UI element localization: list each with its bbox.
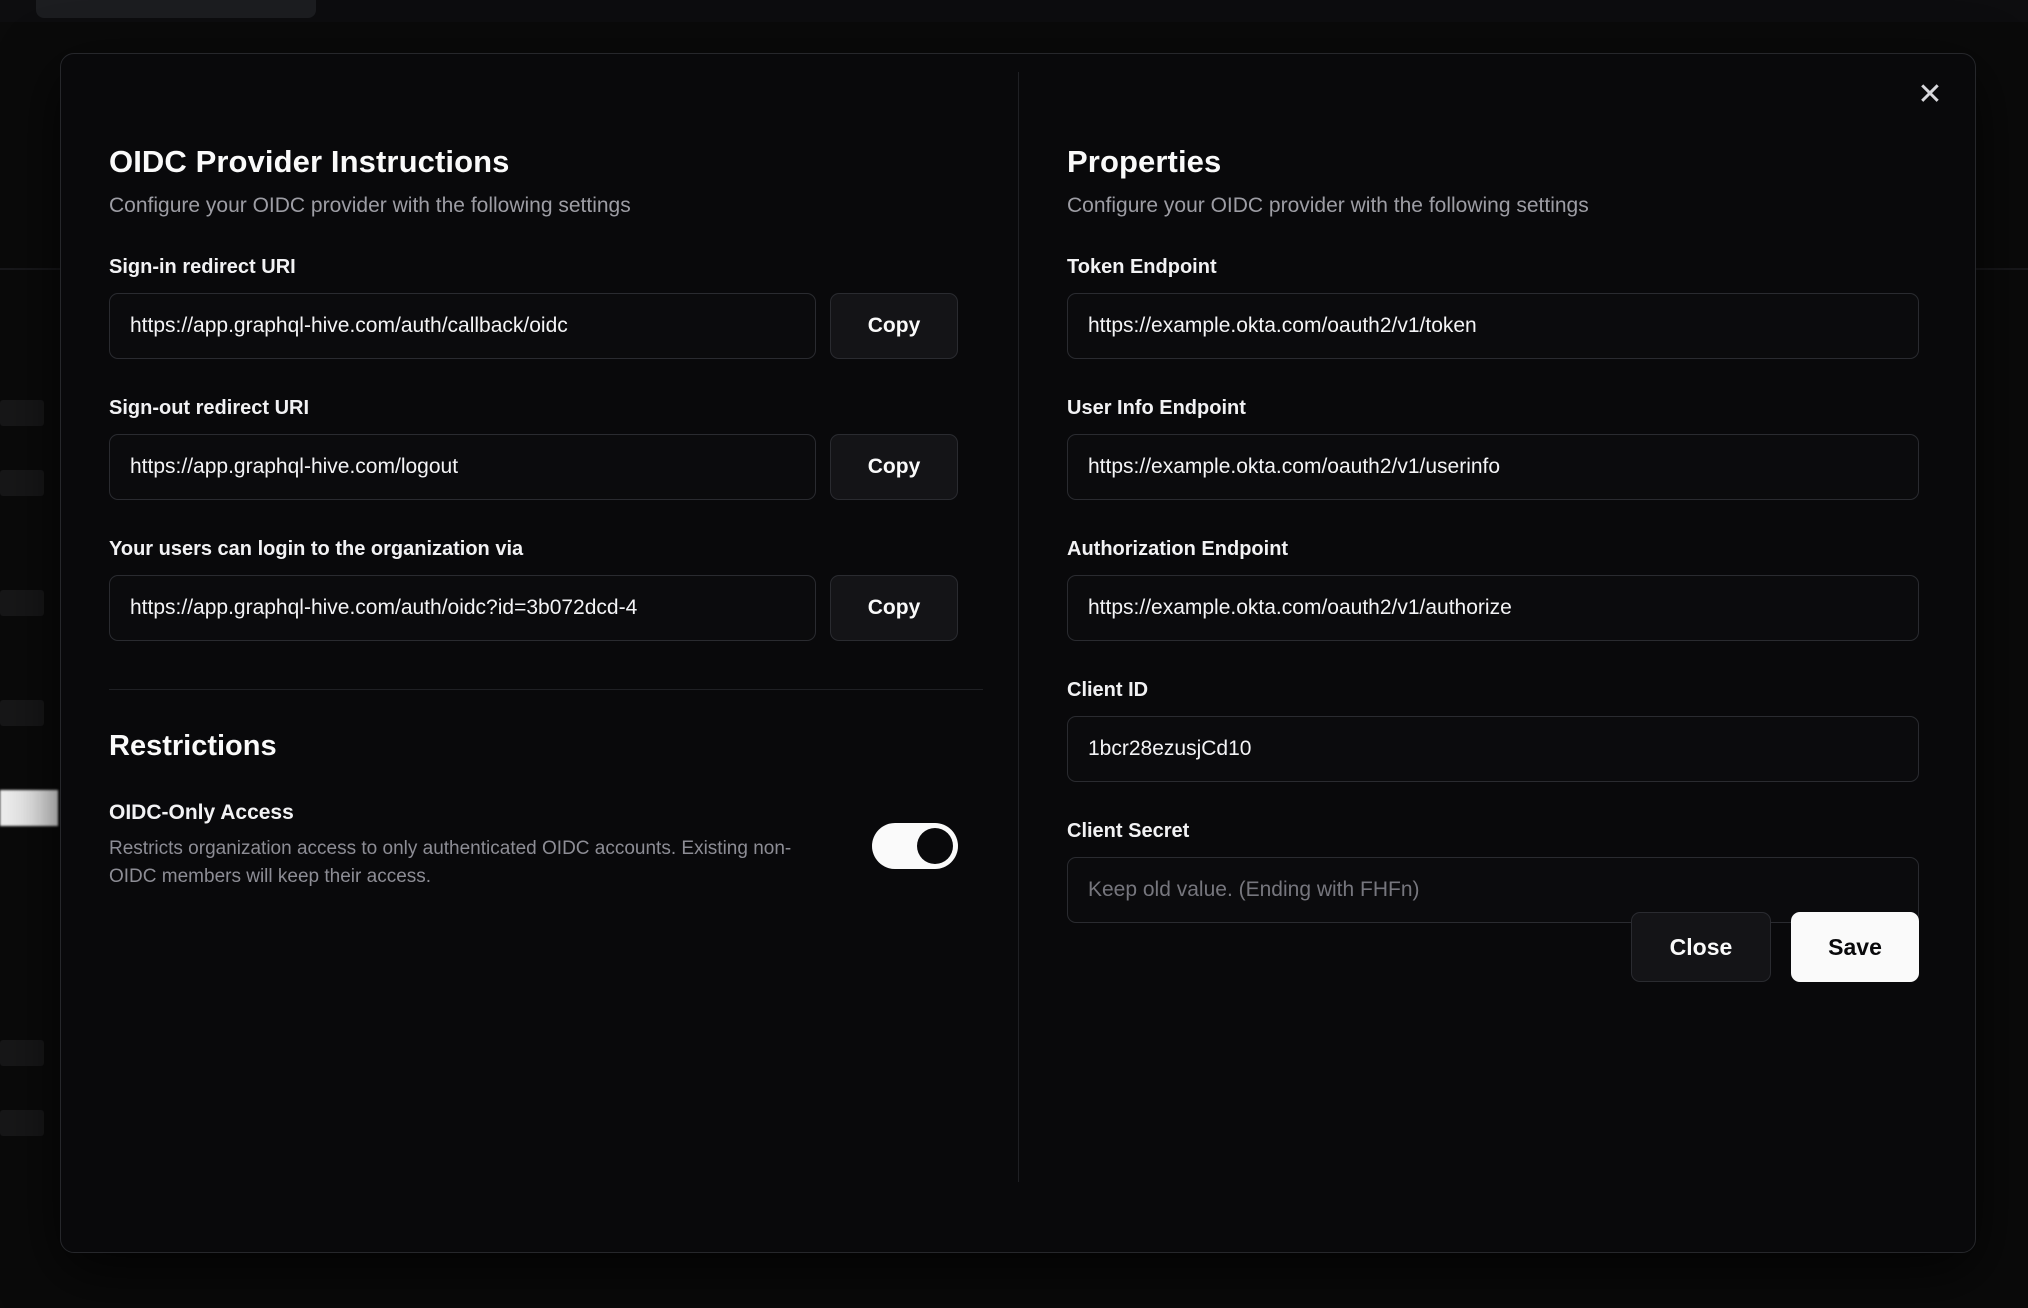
oidc-only-access-row — [109, 801, 958, 890]
oidc-provider-modal — [60, 53, 1976, 1253]
field-login-url — [109, 538, 958, 641]
restrictions-title: Restrictions — [109, 730, 277, 762]
background-highlight-row — [0, 790, 58, 826]
page-subtitle: Configure your OIDC provider with the following settings — [109, 194, 631, 217]
properties-subtitle: Configure your OIDC provider with the following settings — [1067, 194, 1589, 217]
field-client-id — [1067, 679, 1919, 782]
save-button[interactable]: Save — [1791, 912, 1919, 982]
login-url-input[interactable] — [109, 575, 816, 641]
field-label: Sign-out redirect URI — [109, 397, 310, 419]
oidc-only-access-description: Restricts organization access to only authenticated OIDC accounts. Existing non-OIDC members will keep their access. — [109, 838, 792, 887]
oidc-only-access-label: OIDC-Only Access — [109, 801, 294, 824]
field-label: Client ID — [1067, 679, 1149, 701]
field-label: Client Secret — [1067, 820, 1190, 842]
background-sidebar-item — [0, 1110, 44, 1136]
field-label: Authorization Endpoint — [1067, 538, 1289, 560]
properties-column — [1019, 72, 1975, 1182]
token-endpoint-input[interactable] — [1067, 293, 1919, 359]
copy-signin-redirect-uri-button[interactable]: Copy — [830, 293, 958, 359]
page-title: OIDC Provider Instructions — [109, 144, 510, 179]
authorization-endpoint-input[interactable] — [1067, 575, 1919, 641]
client-id-input[interactable] — [1067, 716, 1919, 782]
field-client-secret — [1067, 820, 1919, 923]
user-info-endpoint-input[interactable] — [1067, 434, 1919, 500]
field-label: User Info Endpoint — [1067, 397, 1246, 419]
field-label: Sign-in redirect URI — [109, 256, 296, 278]
field-signout-redirect-uri — [109, 397, 958, 500]
field-label: Token Endpoint — [1067, 256, 1217, 278]
background-sidebar-item — [0, 700, 44, 726]
toggle-knob — [917, 828, 953, 864]
oidc-only-access-toggle[interactable] — [872, 823, 958, 869]
copy-signout-redirect-uri-button[interactable]: Copy — [830, 434, 958, 500]
field-user-info-endpoint — [1067, 397, 1919, 500]
close-icon[interactable]: ✕ — [1907, 72, 1953, 118]
copy-login-url-button[interactable]: Copy — [830, 575, 958, 641]
browser-tab — [36, 0, 316, 18]
signout-redirect-uri-input[interactable] — [109, 434, 816, 500]
signin-redirect-uri-input[interactable] — [109, 293, 816, 359]
background-sidebar-item — [0, 400, 44, 426]
field-token-endpoint — [1067, 256, 1919, 359]
modal-footer-actions — [1631, 912, 1919, 982]
background-sidebar-item — [0, 590, 44, 616]
instructions-column — [61, 72, 1019, 1182]
field-authorization-endpoint — [1067, 538, 1919, 641]
close-button[interactable]: Close — [1631, 912, 1771, 982]
divider — [109, 689, 983, 690]
field-label: Your users can login to the organization via — [109, 538, 524, 560]
properties-title: Properties — [1067, 144, 1222, 179]
field-signin-redirect-uri — [109, 256, 958, 359]
background-sidebar-item — [0, 470, 44, 496]
background-sidebar-item — [0, 1040, 44, 1066]
